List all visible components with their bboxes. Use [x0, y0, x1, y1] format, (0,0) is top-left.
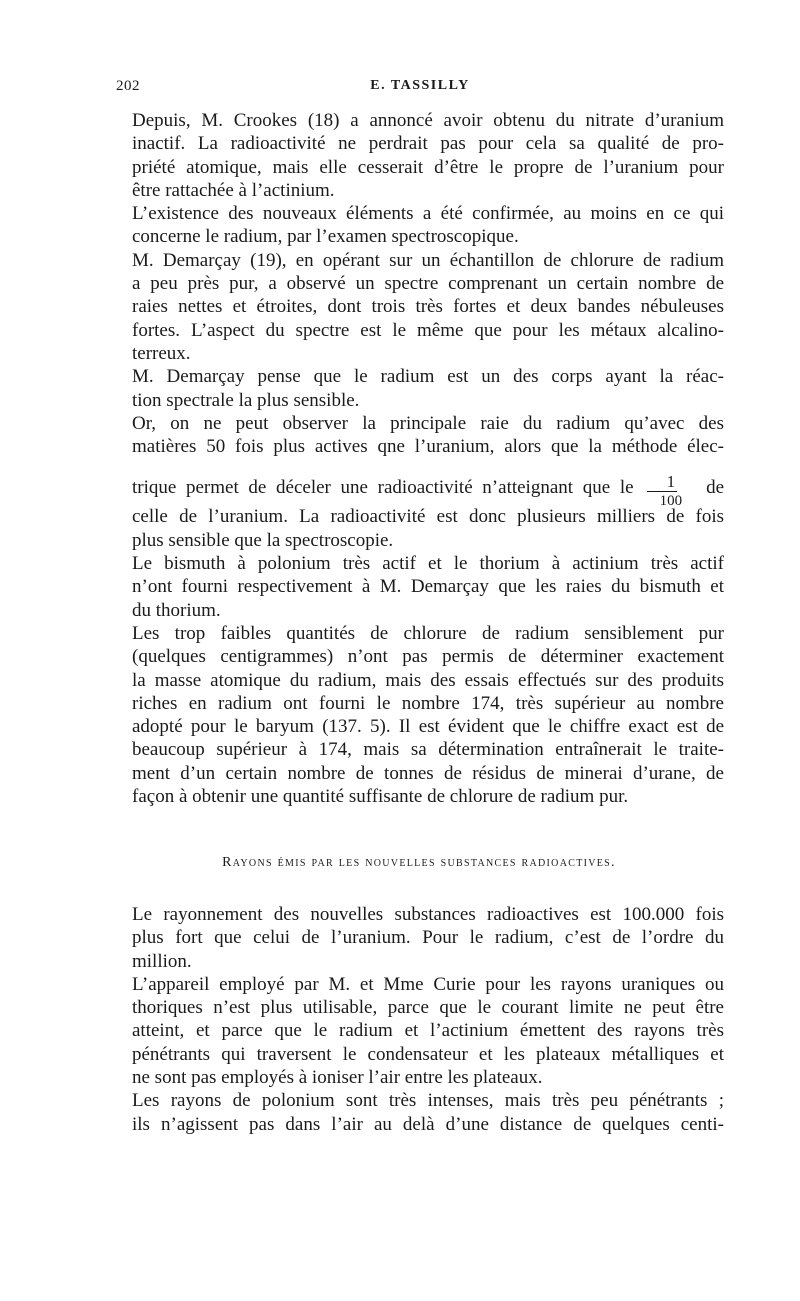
fraction-line [114, 458, 724, 510]
page-header [116, 78, 724, 100]
paragraph [114, 249, 724, 365]
text-line: thoriques n’est plus utilisable, parce que le courant limite ne peut être [132, 997, 724, 1019]
fraction-denominator: 100 [659, 493, 683, 510]
text-line: façon à obtenir une quantité suffisante de chlorure de radium pur. [132, 786, 629, 808]
paragraph [114, 973, 724, 1089]
text-line: ils n’agissent pas dans l’air au delà d’une distance de quelques centi- [132, 1113, 724, 1135]
running-head: E. TASSILLY [370, 78, 470, 93]
paragraph [114, 202, 724, 249]
text-line: pénétrants qui traversent le condensateur et les plateaux métalliques et [132, 1043, 724, 1065]
paragraph [114, 365, 724, 412]
text-line: L’existence des nouveaux éléments a été confirmée, au moins en ce qui [132, 203, 724, 225]
text-line: a peu près pur, a observé un spectre comprenant un certain nombre de [132, 273, 724, 295]
text-line: tion spectrale la plus sensible. [132, 389, 360, 411]
text-line: la masse atomique du radium, mais des essais effectués sur des produits [132, 669, 724, 691]
text-line: matières 50 fois plus actives qne l’uranium, alors que la méthode élec- [132, 436, 724, 458]
text-line: adopté pour le baryum (137. 5). Il est évident que le chiffre exact est de [132, 716, 724, 738]
page-number: 202 [116, 78, 140, 94]
text-line: ment d’un certain nombre de tonnes de résidus de minerai d’urane, de [132, 762, 724, 784]
text-line: inactif. La radioactivité ne perdrait pas pour cela sa qualité de pro- [132, 133, 724, 155]
text-line: concerne le radium, par l’examen spectroscopique. [132, 226, 519, 248]
paragraph [114, 109, 724, 202]
text-line: raies nettes et étroites, dont trois très fortes et deux bandes nébuleuses [132, 296, 724, 318]
text-line: plus sensible que la spectroscopie. [132, 529, 394, 551]
text-line: riches en radium ont fourni le nombre 174, très supérieur au nombre [132, 692, 724, 714]
text-fragment: de [706, 477, 724, 499]
text-line: (quelques centigrammes) n’ont pas permis de déterminer exactement [132, 646, 724, 668]
fraction-numerator: 1 [647, 473, 678, 492]
section-title: Rayons émis par les nouvelles substances radioactives. [222, 855, 616, 870]
fraction [642, 473, 683, 509]
text-line: plus fort que celui de l’uranium. Pour le radium, c’est de l’ordre du [132, 927, 724, 949]
text-line: fortes. L’aspect du spectre est le même que pour les métaux alcalino- [132, 319, 724, 341]
paragraph [114, 552, 724, 622]
text-line: du thorium. [132, 599, 221, 621]
paragraph [114, 1089, 724, 1136]
text-line: terreux. [132, 342, 191, 364]
text-line: M. Demarçay (19), en opérant sur un échantillon de chlorure de radium [132, 249, 724, 271]
main-text [114, 109, 724, 808]
text-line: M. Demarçay pense que le radium est un des corps ayant la réac- [132, 366, 724, 388]
paragraph [114, 903, 724, 973]
text-line: beaucoup supérieur à 174, mais sa détermination entraînerait le traite- [132, 739, 724, 761]
text-line: n’ont fourni respectivement à M. Demarçay que les raies du bismuth et [132, 576, 724, 598]
paragraph [114, 622, 724, 808]
text-line: Or, on ne peut observer la principale raie du radium qu’avec des [132, 412, 724, 434]
text-line: priété atomique, mais elle cesserait d’être le propre de l’uranium pour [132, 156, 724, 178]
text-line: ne sont pas employés à ioniser l’air entre les plateaux. [132, 1067, 543, 1089]
text-line: trique permet de déceler une radioactivité n’atteignant que le [132, 477, 634, 499]
text-line: Les trop faibles quantités de chlorure de radium sensiblement pur [132, 622, 724, 644]
text-line: être rattachée à l’actinium. [132, 179, 335, 201]
text-line: L’appareil employé par M. et Mme Curie pour les rayons uraniques ou [132, 973, 724, 995]
section-text [114, 903, 724, 1136]
text-line: Le rayonnement des nouvelles substances radioactives est 100.000 fois [132, 904, 724, 925]
text-line: atteint, et parce que le radium et l’actinium émettent des rayons très [132, 1020, 724, 1042]
text-line: Le bismuth à polonium très actif et le thorium à actinium très actif [132, 553, 724, 575]
text-line: Depuis, M. Crookes (18) a annoncé avoir obtenu du nitrate d’uranium [132, 110, 724, 131]
text-line: Les rayons de polonium sont très intenses, mais très peu pénétrants ; [132, 1090, 724, 1112]
text-line: million. [132, 950, 192, 972]
text-line: celle de l’uranium. La radioactivité est donc plusieurs milliers de fois [132, 506, 724, 528]
paragraph [114, 412, 724, 552]
